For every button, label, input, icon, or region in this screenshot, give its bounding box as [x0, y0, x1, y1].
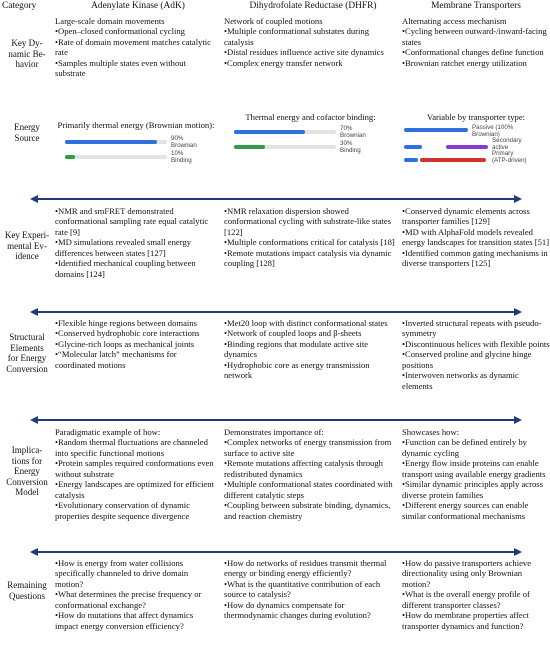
bar-label: 90% Brownian: [171, 135, 197, 150]
list-item: •Multiple conformational states coordinated with different catalytic steps: [224, 479, 393, 500]
cell-adk: [55, 427, 217, 521]
energy-bar-row: [402, 151, 550, 164]
bar-fill: [446, 145, 488, 149]
energy-bar-row: [55, 136, 217, 151]
cell-adk: [55, 318, 217, 370]
list-item: •How do membrane properties affect transporter dynamics and function?: [402, 610, 529, 631]
cell-membrane-transporters: [402, 427, 550, 521]
list-item: •Flexible hinge regions between domains: [55, 318, 197, 328]
energy-lead: Thermal energy and cofactor binding:: [245, 112, 376, 122]
energy-bar-row: [224, 126, 397, 141]
energy-bar-row: [224, 141, 397, 156]
list-item: •How is energy from water collisions specifically channeled to drive domain motion?: [55, 558, 189, 589]
row-divider-arrow: [30, 310, 522, 314]
row-divider-arrow: [30, 550, 522, 554]
list-item: •How do mutations that affect dynamics impact energy conversion efficiency?: [55, 610, 194, 631]
list-item: •“Molecular latch” mechanisms for coordinated motions: [55, 349, 177, 370]
list-item: •Similar dynamic principles apply across diverse protein families: [402, 479, 543, 500]
bar-label: 10% Binding: [171, 150, 192, 165]
header-membrane-transporters: Membrane Transporters: [431, 1, 521, 11]
category-label: Structural Elements for Energy Conversion: [6, 332, 48, 374]
list-item: •Conserved hydrophobic core interactions: [55, 328, 200, 339]
category-label: Key Experi- mental Ev- idence: [4, 230, 50, 262]
list-item: •Met20 loop with distinct conformational states: [224, 318, 388, 328]
bar-label: 70% Brownian: [340, 125, 366, 140]
energy-bar-row: [402, 125, 550, 138]
row-implications: [0, 427, 550, 550]
row-key-experimental-evidence: [0, 206, 550, 306]
list-item: •Brownian ratchet energy utilization: [402, 57, 527, 68]
bar-fill: [404, 158, 418, 162]
cell-adk: [55, 558, 217, 631]
row-divider-arrow: [30, 418, 522, 422]
list-item: •Network of coupled loops and β-sheets: [224, 328, 362, 339]
bar-fill: [234, 145, 265, 149]
cell-lead-text: Alternating access mechanism: [402, 16, 507, 26]
bar-label: 30% Binding: [340, 140, 361, 155]
row-key-dynamic-behavior: [0, 16, 550, 112]
bar-track: [65, 155, 167, 159]
cell-dhfr: [224, 112, 397, 156]
cell-adk: [55, 206, 217, 279]
list-item: •NMR relaxation dispersion showed conformational cycling with substrate-like states [122]: [224, 206, 392, 237]
list-item: •Glycine-rich loops as mechanical joints: [55, 338, 195, 349]
cell-adk: [55, 120, 217, 166]
list-item: •How do passive transporters achieve directionality using only Brownian motion?: [402, 558, 532, 589]
list-item: •Identified common gating mechanisms in diverse transporters [125]: [402, 247, 548, 269]
bar-fill: [65, 155, 75, 159]
list-item: •Random thermal fluctuations are channeled into specific functional motions: [55, 437, 208, 458]
list-item: •Different energy sources can enable similar conformational mechanisms: [402, 500, 529, 521]
energy-bars-dhfr: [224, 126, 397, 156]
list-item: •What is the overall energy profile of different transporter classes?: [402, 589, 530, 610]
category-label: Key Dy- namic Be- havior: [8, 38, 46, 70]
energy-bar-row: [402, 138, 550, 151]
list-item: •Rate of domain movement matches catalytic rate: [55, 36, 211, 58]
row-energy-source: [0, 112, 550, 172]
bar-label: Primary (ATP-driven): [492, 150, 527, 165]
category-label: Energy Source: [14, 122, 40, 143]
row-divider-arrow: [30, 197, 522, 201]
bar-label: Secondary active: [492, 137, 522, 152]
list-item: •Energy landscapes are optimized for efficient catalysis: [55, 479, 214, 500]
list-item: •Distal residues influence active site dynamics: [224, 47, 384, 58]
bar-fill: [404, 128, 468, 132]
cell-membrane-transporters: [402, 112, 550, 164]
list-item: •Remote mutations impact catalysis via dynamic coupling [128]: [224, 247, 392, 269]
cell-lead-text: Demonstrates importance of:: [224, 427, 324, 437]
list-item: •Interwoven networks as dynamic elements: [402, 370, 519, 391]
list-item: •MD simulations revealed small energy differences between states [127]: [55, 237, 192, 258]
list-item: •Conserved dynamic elements across transporter families [129]: [402, 206, 530, 227]
table-header: [0, 0, 550, 14]
list-item: •Multiple conformational substates during catalysis: [224, 26, 370, 47]
list-item: •Hydrophobic core as energy transmission network: [224, 359, 370, 381]
list-item: •Complex energy transfer network: [224, 57, 343, 68]
cell-membrane-transporters: [402, 16, 550, 68]
list-item: •Energy flow inside proteins can enable transport using available energy gradients: [402, 458, 546, 479]
category-label: Implica- tions for Energy Conversion Model: [6, 445, 48, 498]
energy-lead: Primarily thermal energy (Brownian motion):: [57, 120, 215, 130]
list-item: •Remote mutations affecting catalysis through redistributed dynamics: [224, 458, 383, 479]
list-item: •Inverted structural repeats with pseudo-symmetry: [402, 318, 542, 339]
list-item: •NMR and smFRET demonstrated conformational sampling rate equal catalytic rate [9]: [55, 206, 209, 237]
list-item: •Multiple conformations critical for catalysis [18]: [224, 237, 395, 248]
list-item: •Coupling between substrate binding, dynamics, and reaction chemistry: [224, 500, 391, 521]
list-item: •Function can be defined entirely by dynamic cycling: [402, 437, 527, 458]
cell-dhfr: [224, 558, 397, 621]
energy-bars-adk: [55, 136, 217, 166]
bar-fill: [420, 158, 486, 162]
list-item: •Binding regions that modulate active site dynamics: [224, 338, 369, 360]
list-item: •Open–closed conformational cycling: [55, 26, 185, 37]
list-item: •Cycling between outward-/inward-facing states: [402, 26, 547, 47]
list-item: •Conformational changes define function: [402, 47, 544, 58]
cell-membrane-transporters: [402, 206, 550, 269]
cell-lead-text: Paradigmatic example of how:: [55, 427, 161, 437]
energy-bar-row: [55, 151, 217, 166]
list-item: •Discontinuous helices with flexible points: [402, 338, 550, 349]
list-item: •Conserved proline and glycine hinge positions: [402, 349, 532, 370]
energy-lead: Variable by transporter type:: [426, 112, 526, 122]
cell-dhfr: [224, 427, 397, 521]
cell-dhfr: [224, 318, 397, 381]
row-structural-elements: [0, 318, 550, 412]
list-item: •What is the quantitative contribution of each source to catalysis?: [224, 578, 381, 600]
list-item: •Evolutionary conservation of dynamic properties despite sequence divergence: [55, 500, 190, 521]
cell-lead-text: Network of coupled motions: [224, 16, 323, 26]
row-remaining-questions: [0, 558, 550, 656]
header-category: Category: [2, 1, 37, 11]
cell-membrane-transporters: [402, 558, 550, 631]
list-item: •Complex networks of energy transmission from surface to active site: [224, 437, 392, 458]
list-item: •MD with AlphaFold models revealed energy landscapes for transition states [51]: [402, 226, 550, 248]
bar-fill: [234, 130, 305, 134]
list-item: •What determines the precise frequency or conformational exchange?: [55, 589, 202, 610]
cell-dhfr: [224, 206, 397, 269]
category-label: Remaining Questions: [7, 580, 47, 601]
header-dhfr: Dihydrofolate Reductase (DHFR): [249, 1, 377, 11]
list-item: •Samples multiple states even without substrate: [55, 57, 186, 79]
bar-label: Passive (100% Brownian): [472, 124, 514, 139]
cell-lead-text: Large-scale domain movements: [55, 16, 165, 26]
list-item: •Protein samples required conformations even without substrate: [55, 458, 214, 479]
bar-fill: [404, 145, 422, 149]
bar-fill: [65, 140, 157, 144]
energy-bars-mt: [402, 125, 550, 164]
list-item: •Identified mechanical coupling between domains [124]: [55, 258, 196, 279]
cell-dhfr: [224, 16, 397, 68]
header-adk: Adenylate Kinase (AdK): [91, 1, 185, 11]
cell-lead-text: Showcases how:: [402, 427, 460, 437]
list-item: •How do networks of residues transmit thermal energy or binding energy efficiently?: [224, 558, 387, 579]
cell-membrane-transporters: [402, 318, 550, 391]
list-item: •How do dynamics compensate for thermodynamic changes during evolution?: [224, 599, 371, 621]
cell-adk: [55, 16, 217, 79]
